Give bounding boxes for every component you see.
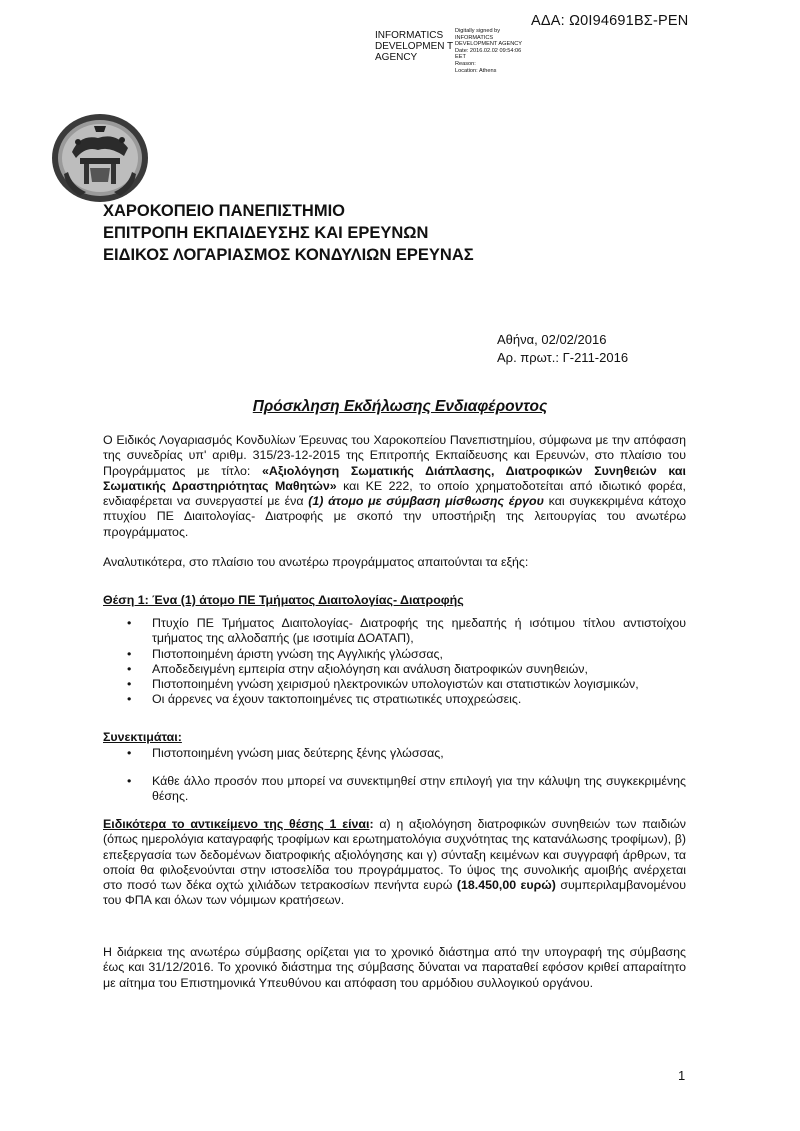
signature-line: EET bbox=[455, 54, 466, 61]
signature-details bbox=[455, 28, 545, 74]
bullet-icon: • bbox=[127, 616, 132, 630]
list-item: • Πιστοποιημένη άριστη γνώση της Αγγλικής γλώσσας, bbox=[127, 646, 443, 661]
signature-line: Reason: bbox=[455, 60, 476, 67]
signature-line: Digitally signed by bbox=[455, 28, 501, 34]
intro-text: Ο Ειδικός Λογαριασμός Κονδυλίων Έρευνας του Χαροκοπείου Πανεπιστημίου, σύμφωνα με την απόφαση της συνεδρίας υπ' αριθμ. 315/23-12-2015 της Επιτροπής Εκπαίδευσης και Ερευνών, στο πλαίσιο του Προγράμματος με τίτλο: bbox=[103, 433, 686, 478]
signature-line: DEVELOPMENT AGENCY bbox=[455, 41, 523, 48]
signature-organization: INFORMATICS DEVELOPMEN T AGENCY bbox=[375, 30, 453, 63]
protocol-number: Αρ. πρωτ.: Γ-211-2016 bbox=[497, 350, 629, 365]
detail-intro: Αναλυτικότερα, στο πλαίσιο του ανωτέρω προγράμματος απαιτούνται τα εξής: bbox=[103, 555, 529, 569]
list-item: • Πιστοποιημένη γνώση μιας δεύτερης ξένης γλώσσας, bbox=[127, 746, 444, 760]
list-item: • Κάθε άλλο προσόν που μπορεί να συνεκτιμηθεί στην επιλογή για την κάλυψη της συγκεκριμένης θέσης. bbox=[127, 774, 686, 804]
subject-paragraph bbox=[103, 817, 686, 909]
preferred-title: Συνεκτιμάται: bbox=[103, 730, 182, 744]
bullet-icon: • bbox=[127, 746, 132, 760]
subject-text: συμπεριλαμβανομένου του ΦΠΑ και όλων των νόμιμων κρατήσεων. bbox=[103, 878, 686, 908]
preferred-list bbox=[125, 746, 686, 761]
list-item: • Οι άρρενες να έχουν τακτοποιημένες τις στρατιωτικές υποχρεώσεις. bbox=[127, 692, 522, 707]
header-line-university: ΧΑΡΟΚΟΠΕΙΟ ΠΑΝΕΠΙΣΤΗΜΙΟ bbox=[103, 202, 345, 220]
header-line-committee: ΕΠΙΤΡΟΠΗ ΕΚΠΑΙΔΕΥΣΗΣ ΚΑΙ ΕΡΕΥΝΩΝ bbox=[103, 224, 429, 242]
ada-code: ΑΔΑ: Ω0Ι94691ΒΣ-ΡΕΝ bbox=[531, 13, 689, 29]
bullet-icon: • bbox=[127, 692, 132, 707]
preferred-list-continued bbox=[125, 774, 686, 805]
subject-heading: Ειδικότερα το αντικείμενο της θέσης 1 είναι bbox=[103, 817, 370, 831]
duration-paragraph: Η διάρκεια της ανωτέρω σύμβασης ορίζεται για το χρονικό διάστημα από την υπογραφή της σύμβασης έως και 31/12/2016. Το χρονικό διάστημα της σύμβασης δύναται να παραταθεί εφόσον κριθεί απαραίτητο με αίτημα του Επιστημονικά Υπευθύνου και απόφαση του αρμόδιου συλλογικού οργάνου. bbox=[103, 945, 686, 990]
intro-paragraph bbox=[103, 433, 686, 540]
subject-text: α) η αξιολόγηση διατροφικών συνηθειών των παιδιών (όπως ημερολόγια καταγραφής τροφίμων και ερωτηματολόγια συχνότητας της κατανάλωσης τροφίμων), β) επεξεργασία των δεδομένων διατροφικής αξιολόγησης και γ) σύνταξη κειμένων και συγγραφή άρθρων, τα οποία θα φιλοξενούνται στην ιστοσελίδα του προγράμματος. Το ύψος της συνολικής αμοιβής ανέρχεται στο ποσό των δέκα οχτώ χιλιάδων τετρακοσίων πενήντα ευρώ bbox=[103, 817, 686, 893]
bullet-icon: • bbox=[127, 774, 132, 788]
date-protocol-block bbox=[497, 331, 628, 367]
bullet-icon: • bbox=[127, 661, 132, 676]
requirements-list bbox=[125, 616, 686, 708]
signature-line: Date: 2016.02.02 09:54:06 bbox=[455, 47, 522, 54]
position-title: Θέση 1: Ένα (1) άτομο ΠΕ Τμήματος Διαιτολογίας- Διατροφής bbox=[103, 593, 464, 607]
university-seal-icon bbox=[50, 112, 150, 204]
bullet-icon: • bbox=[127, 677, 132, 692]
signature-line: INFORMATICS bbox=[455, 34, 494, 41]
signature-line: Location: Athens bbox=[455, 67, 497, 74]
header-line-account: ΕΙΔΙΚΟΣ ΛΟΓΑΡΙΑΣΜΟΣ ΚΟΝΔΥΛΙΩΝ ΕΡΕΥΝΑΣ bbox=[103, 246, 474, 264]
organization-header bbox=[103, 200, 474, 266]
total-amount: (18.450,00 ευρώ) bbox=[456, 878, 556, 893]
program-title: «Αξιολόγηση Σωματικής Διάπλασης, Διατροφικών Συνηθειών και Σωματικής Δραστηριότητας Μαθητών» bbox=[103, 463, 686, 493]
document-title: Πρόσκληση Εκδήλωσης Ενδιαφέροντος bbox=[252, 398, 548, 415]
document-date: Αθήνα, 02/02/2016 bbox=[497, 332, 607, 347]
list-item: • Πτυχίο ΠΕ Τμήματος Διαιτολογίας- Διατροφής της ημεδαπής ή ισότιμου τίτλου αντιστοίχου τμήματος της αλλοδαπής (με ισοτιμία ΔΟΑΤΑΠ), bbox=[127, 616, 686, 646]
bullet-icon: • bbox=[127, 646, 132, 661]
list-item: • Αποδεδειγμένη εμπειρία στην αξιολόγηση και ανάλυση διατροφικών συνηθειών, bbox=[127, 661, 588, 676]
contract-type: (1) άτομο με σύμβαση μίσθωσης έργου bbox=[308, 494, 544, 509]
subject-colon: : bbox=[369, 817, 374, 831]
intro-text: και συγκεκριμένα κάτοχο πτυχίου ΠΕ Διαιτολογίας- Διατροφής με σκοπό την υποστήριξη της λειτουργίας του ανωτέρω προγράμματος. bbox=[103, 494, 686, 539]
intro-text: και ΚΕ 222, το οποίο χρηματοδοτείται από ιδιωτικό φορέα, ενδιαφέρεται να συνεργαστεί με ένα bbox=[103, 478, 686, 509]
page-number: 1 bbox=[678, 1068, 686, 1083]
list-item: • Πιστοποιημένη γνώση χειρισμού ηλεκτρονικών υπολογιστών και στατιστικών λογισμικών, bbox=[127, 677, 639, 692]
